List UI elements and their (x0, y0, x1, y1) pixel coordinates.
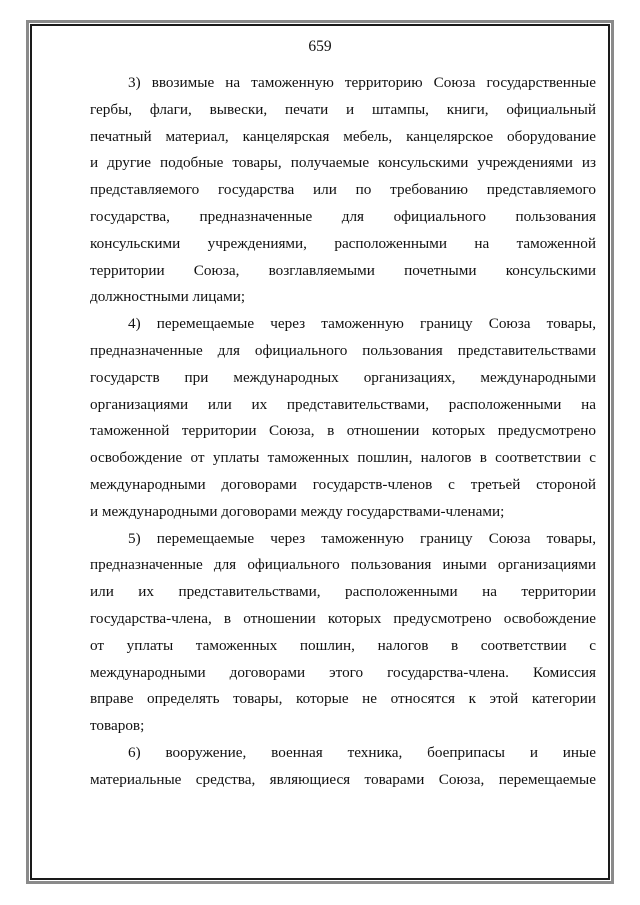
text-line: и международными договорами между государствами-членами; (90, 502, 505, 520)
text-line: консульскими учреждениями, расположенными на таможенной (90, 234, 596, 252)
text-line: материальные средства, являющиеся товарами Союза, перемещаемые (90, 770, 596, 788)
text-line: организациями или их представительствами, расположенными на (90, 395, 596, 413)
text-line: 4) перемещаемые через таможенную границу Союза товары, (128, 315, 596, 333)
text-line: должностными лицами; (90, 288, 246, 306)
paragraph (90, 311, 596, 525)
text-line: 5) перемещаемые через таможенную границу Союза товары, (128, 529, 596, 547)
text-line: вправе определять товары, которые не относятся к этой категории (90, 690, 596, 708)
text-line: представляемого государства или по требованию представляемого (90, 181, 596, 199)
document-page (30, 24, 610, 880)
text-line: гербы, флаги, вывески, печати и штампы, книги, официальный (90, 100, 596, 118)
text-line: товаров; (90, 717, 145, 735)
text-line: международными договорами этого государства-члена. Комиссия (90, 663, 596, 681)
text-line: государств при международных организациях, международными (90, 368, 596, 386)
paragraph (90, 526, 596, 740)
text-line: печатный материал, канцелярская мебель, канцелярское оборудование (90, 127, 596, 145)
text-line: от уплаты таможенных пошлин, налогов в соответствии с (90, 636, 596, 654)
paragraph (90, 70, 596, 311)
text-line: и другие подобные товары, получаемые консульскими учреждениями из (90, 154, 596, 172)
text-line: территории Союза, возглавляемыми почетными консульскими (90, 261, 596, 279)
paragraph (90, 740, 596, 794)
text-line: таможенной территории Союза, в отношении которых предусмотрено (90, 422, 596, 440)
text-line: освобождение от уплаты таможенных пошлин, налогов в соответствии с (90, 449, 596, 467)
text-line: государства, предназначенные для официального пользования (90, 207, 596, 225)
text-line: 6) вооружение, военная техника, боеприпасы и иные (128, 743, 596, 761)
text-line: или их представительствами, расположенными на территории (90, 583, 596, 601)
text-line: государства-члена, в отношении которых предусмотрено освобождение (90, 609, 596, 627)
text-line: международными договорами государств-членов с третьей стороной (90, 475, 596, 493)
document-body (90, 70, 596, 794)
text-line: предназначенные для официального пользования иными организациями (90, 556, 596, 574)
text-line: 3) ввозимые на таможенную территорию Союза государственные (128, 74, 596, 91)
text-line: предназначенные для официального пользования представительствами (90, 341, 596, 359)
page-number: 659 (308, 38, 332, 55)
